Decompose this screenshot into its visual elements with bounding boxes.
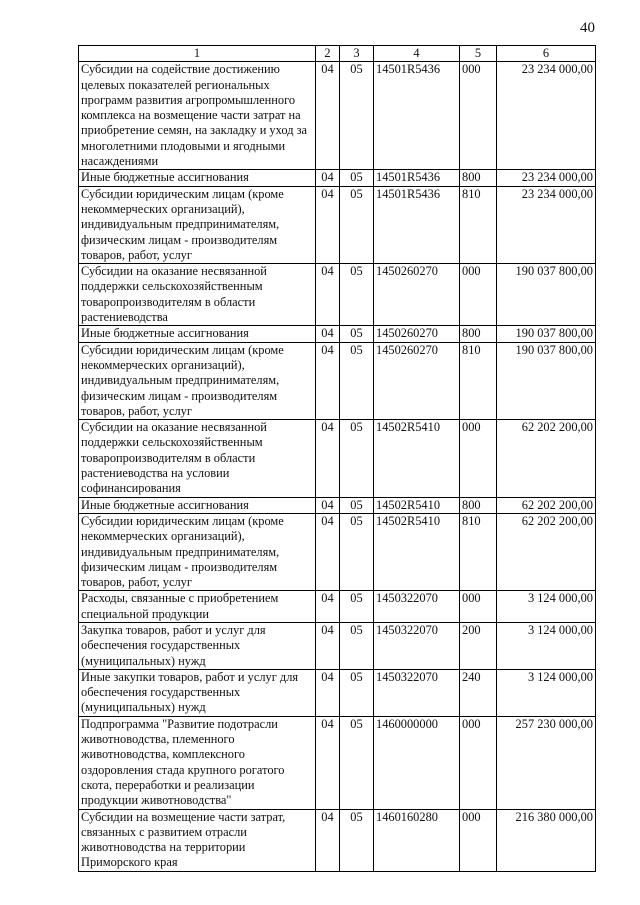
cell-subsection: 05	[340, 326, 374, 342]
cell-amount: 62 202 200,00	[497, 513, 596, 590]
cell-target-code: 1450260270	[374, 342, 460, 419]
cell-name: Субсидии юридическим лицам (кроме некоммерческих организаций), индивидуальным предпринимателям, физическим лицам - производителям товаров, работ, услуг	[79, 342, 316, 419]
cell-subsection: 05	[340, 622, 374, 669]
cell-expense-type: 200	[460, 622, 497, 669]
cell-subsection: 05	[340, 264, 374, 326]
cell-name: Расходы, связанные с приобретением специальной продукции	[79, 591, 316, 623]
table-row	[79, 716, 596, 809]
cell-name: Иные закупки товаров, работ и услуг для обеспечения государственных (муниципальных) нужд	[79, 669, 316, 716]
cell-amount: 216 380 000,00	[497, 809, 596, 871]
table-row	[79, 264, 596, 326]
cell-expense-type: 240	[460, 669, 497, 716]
cell-name: Субсидии на оказание несвязанной поддержки сельскохозяйственным товаропроизводителям в области растениеводства на условии софинансирования	[79, 420, 316, 497]
table-row	[79, 342, 596, 419]
cell-name: Субсидии юридическим лицам (кроме некоммерческих организаций), индивидуальным предпринимателям, физическим лицам - производителям товаров, работ, услуг	[79, 186, 316, 263]
cell-target-code: 1450260270	[374, 326, 460, 342]
cell-amount: 23 234 000,00	[497, 170, 596, 186]
cell-section: 04	[316, 186, 340, 263]
cell-section: 04	[316, 622, 340, 669]
cell-amount: 190 037 800,00	[497, 342, 596, 419]
cell-expense-type: 000	[460, 716, 497, 809]
cell-expense-type: 810	[460, 186, 497, 263]
cell-amount: 62 202 200,00	[497, 497, 596, 513]
cell-subsection: 05	[340, 186, 374, 263]
cell-section: 04	[316, 716, 340, 809]
cell-amount: 62 202 200,00	[497, 420, 596, 497]
cell-target-code: 1450260270	[374, 264, 460, 326]
cell-target-code: 14501R5436	[374, 62, 460, 170]
cell-section: 04	[316, 591, 340, 623]
cell-section: 04	[316, 264, 340, 326]
cell-subsection: 05	[340, 342, 374, 419]
cell-subsection: 05	[340, 62, 374, 170]
cell-section: 04	[316, 420, 340, 497]
cell-name: Субсидии на оказание несвязанной поддержки сельскохозяйственным товаропроизводителям в области растениеводства	[79, 264, 316, 326]
table-row	[79, 513, 596, 590]
cell-amount: 3 124 000,00	[497, 669, 596, 716]
cell-target-code: 14501R5436	[374, 170, 460, 186]
table-row	[79, 62, 596, 170]
table-row	[79, 622, 596, 669]
cell-name: Подпрограмма "Развитие подотрасли животноводства, племенного животноводства, комплексного оздоровления стада крупного рогатого скота, переработки и реализации продукции животноводства"	[79, 716, 316, 809]
cell-expense-type: 000	[460, 264, 497, 326]
cell-target-code: 1450322070	[374, 622, 460, 669]
cell-expense-type: 810	[460, 342, 497, 419]
cell-amount: 3 124 000,00	[497, 622, 596, 669]
table-body	[79, 62, 596, 871]
cell-section: 04	[316, 326, 340, 342]
budget-table	[78, 45, 596, 872]
cell-amount: 23 234 000,00	[497, 186, 596, 263]
cell-expense-type: 000	[460, 62, 497, 170]
cell-name: Субсидии юридическим лицам (кроме некоммерческих организаций), индивидуальным предпринимателям, физическим лицам - производителям товаров, работ, услуг	[79, 513, 316, 590]
header-col-4: 4	[374, 46, 460, 62]
table-row	[79, 420, 596, 497]
cell-section: 04	[316, 809, 340, 871]
cell-name: Иные бюджетные ассигнования	[79, 170, 316, 186]
cell-subsection: 05	[340, 497, 374, 513]
cell-subsection: 05	[340, 591, 374, 623]
cell-name: Иные бюджетные ассигнования	[79, 497, 316, 513]
cell-amount: 23 234 000,00	[497, 62, 596, 170]
cell-section: 04	[316, 497, 340, 513]
cell-section: 04	[316, 513, 340, 590]
cell-subsection: 05	[340, 669, 374, 716]
cell-subsection: 05	[340, 716, 374, 809]
cell-subsection: 05	[340, 513, 374, 590]
cell-amount: 3 124 000,00	[497, 591, 596, 623]
cell-target-code: 14502R5410	[374, 420, 460, 497]
table-row	[79, 669, 596, 716]
cell-expense-type: 800	[460, 326, 497, 342]
cell-name: Иные бюджетные ассигнования	[79, 326, 316, 342]
header-row	[79, 46, 596, 62]
cell-section: 04	[316, 669, 340, 716]
cell-expense-type: 000	[460, 809, 497, 871]
cell-subsection: 05	[340, 170, 374, 186]
cell-name: Субсидии на возмещение части затрат, связанных с развитием отрасли животноводства на территории Приморского края	[79, 809, 316, 871]
cell-expense-type: 000	[460, 591, 497, 623]
header-col-5: 5	[460, 46, 497, 62]
cell-target-code: 14502R5410	[374, 497, 460, 513]
cell-expense-type: 800	[460, 170, 497, 186]
table-row	[79, 497, 596, 513]
cell-target-code: 14502R5410	[374, 513, 460, 590]
cell-name: Субсидии на содействие достижению целевых показателей региональных программ развития агропромышленного комплекса на возмещение части затрат на приобретение семян, на закладку и уход за многолетними плодовыми и ягодными насаждениями	[79, 62, 316, 170]
table-row	[79, 170, 596, 186]
cell-target-code: 1450322070	[374, 669, 460, 716]
cell-section: 04	[316, 170, 340, 186]
cell-section: 04	[316, 342, 340, 419]
header-col-1: 1	[79, 46, 316, 62]
table-row	[79, 326, 596, 342]
header-col-3: 3	[340, 46, 374, 62]
header-col-6: 6	[497, 46, 596, 62]
cell-target-code: 14501R5436	[374, 186, 460, 263]
cell-amount: 190 037 800,00	[497, 326, 596, 342]
cell-target-code: 1450322070	[374, 591, 460, 623]
table-row	[79, 591, 596, 623]
table-row	[79, 186, 596, 263]
cell-target-code: 1460160280	[374, 809, 460, 871]
cell-amount: 257 230 000,00	[497, 716, 596, 809]
page-number: 40	[580, 20, 595, 36]
cell-subsection: 05	[340, 809, 374, 871]
cell-name: Закупка товаров, работ и услуг для обеспечения государственных (муниципальных) нужд	[79, 622, 316, 669]
cell-expense-type: 800	[460, 497, 497, 513]
cell-section: 04	[316, 62, 340, 170]
cell-subsection: 05	[340, 420, 374, 497]
header-col-2: 2	[316, 46, 340, 62]
table-row	[79, 809, 596, 871]
cell-target-code: 1460000000	[374, 716, 460, 809]
cell-amount: 190 037 800,00	[497, 264, 596, 326]
cell-expense-type: 000	[460, 420, 497, 497]
cell-expense-type: 810	[460, 513, 497, 590]
